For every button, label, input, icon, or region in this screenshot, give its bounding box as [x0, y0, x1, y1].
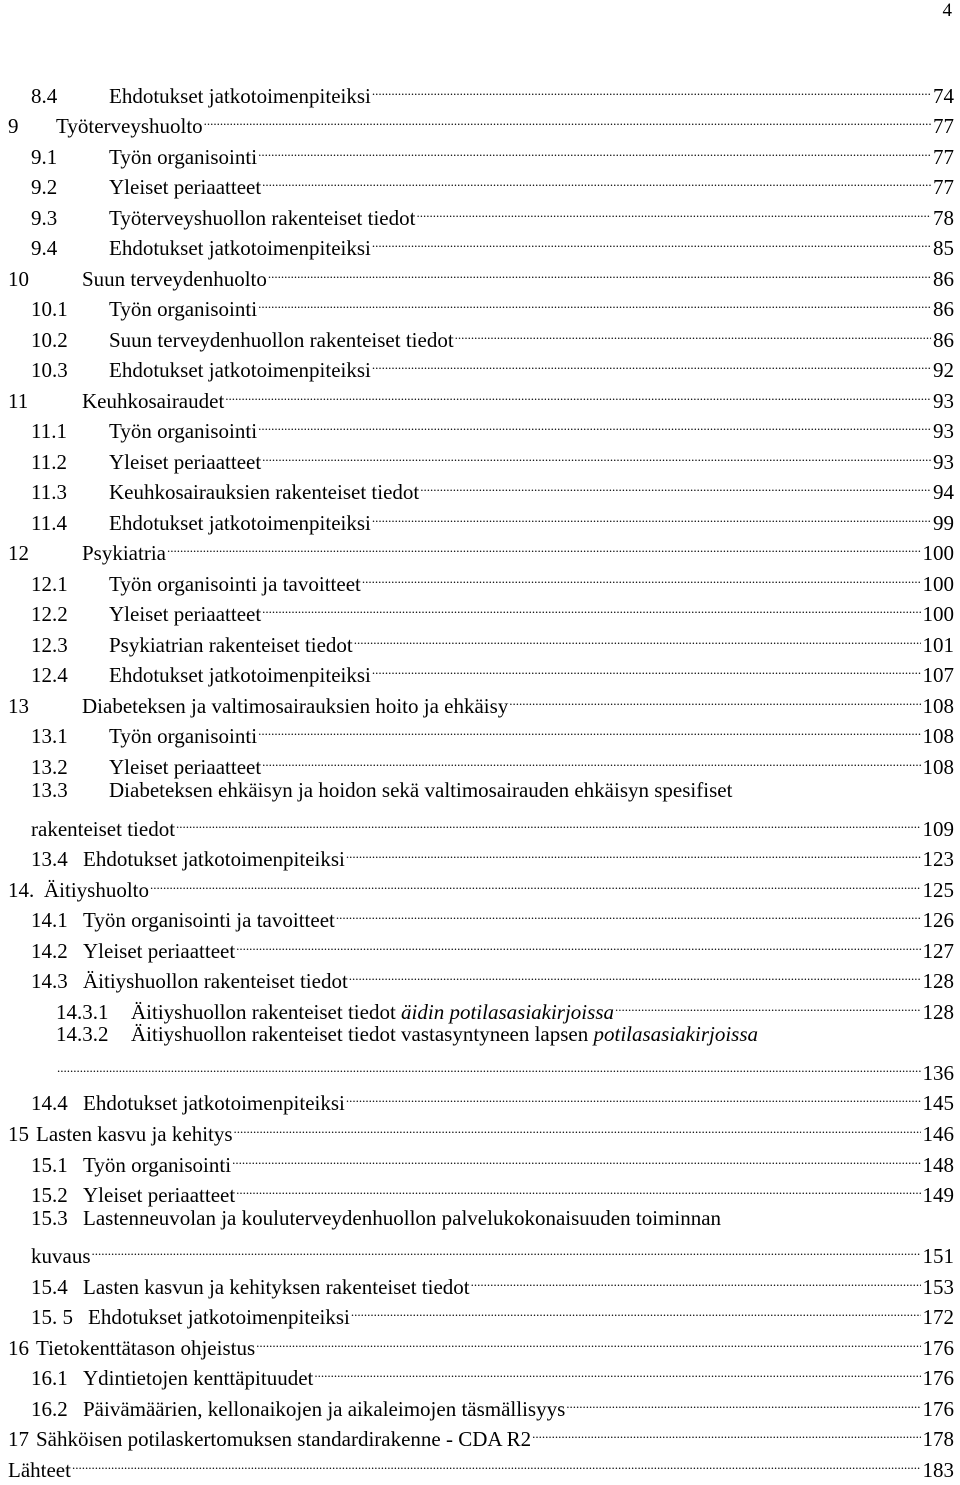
leader-dots [351, 1294, 921, 1324]
toc-entry-page: 149 [922, 1183, 954, 1207]
toc-entry-title: Ehdotukset jatkotoimenpiteiksi [83, 847, 345, 871]
toc-entry-title: Ehdotukset jatkotoimenpiteiksi [109, 663, 371, 687]
leader-dots [262, 591, 920, 621]
toc-entry-page: 86 [933, 328, 954, 352]
toc-entry-number: 15.1 [31, 1153, 68, 1177]
leader-dots [225, 378, 931, 408]
toc-entry-title: Työn organisointi [109, 724, 258, 748]
toc-entry-number: 17 [8, 1427, 29, 1451]
toc-entry-title: Psykiatria [82, 541, 166, 565]
page-number: 4 [942, 0, 952, 21]
toc-entry-page: 77 [933, 114, 954, 138]
toc-entry-title: Psykiatrian rakenteiset tiedot [109, 633, 353, 657]
toc-entry-page: 93 [933, 419, 954, 443]
toc-entry-number: 14.1 [31, 908, 68, 932]
toc-entry-title-italic: potilasasiakirjoissa [593, 1022, 759, 1046]
toc-entry[interactable] [56, 989, 954, 1024]
toc-entry-page: 153 [922, 1275, 954, 1299]
leader-dots [57, 1050, 921, 1080]
toc-entry-title: Lasten kasvu ja kehitys [36, 1122, 233, 1146]
toc-entry[interactable] [8, 1111, 954, 1146]
toc-entry-title: Ehdotukset jatkotoimenpiteiksi [109, 236, 371, 260]
toc-entry-title: Äitiyshuollon rakenteiset tiedot [83, 969, 348, 993]
toc-entry[interactable] [31, 1142, 954, 1177]
toc-entry[interactable] [31, 286, 954, 321]
toc-entry-number: 12.1 [31, 572, 68, 596]
toc-entry-page: 123 [922, 847, 954, 871]
toc-entry[interactable] [31, 897, 954, 932]
toc-entry-title: Ydintietojen kenttäpituudet [83, 1366, 314, 1390]
toc-entry-title: Keuhkosairauksien rakenteiset tiedot [109, 480, 420, 504]
toc-entry-title: Sähköisen potilaskertomuksen standardirakenne - CDA R2 [36, 1427, 532, 1451]
toc-entry-number: 15.2 [31, 1183, 68, 1207]
toc-entry-number: 12.3 [31, 633, 68, 657]
toc-entry-wrapped-line[interactable] [31, 775, 732, 805]
toc-entry-page: 176 [922, 1336, 954, 1360]
toc-entry-number: 9 [8, 114, 19, 138]
toc-entry-page: 77 [933, 145, 954, 169]
toc-entry-wrapped-line[interactable] [56, 1019, 758, 1049]
leader-dots [372, 73, 931, 103]
toc-entry-number: 15. 5 [31, 1305, 73, 1329]
toc-entry-number: 11.1 [31, 419, 67, 443]
leader-dots [262, 164, 931, 194]
toc-entry-number: 9.3 [31, 206, 58, 230]
leader-dots [236, 928, 920, 958]
toc-entry-title: Työn organisointi [83, 1153, 232, 1177]
toc-entry[interactable] [31, 134, 954, 169]
toc-entry-title: Työn organisointi [109, 145, 258, 169]
toc-entry-page: 128 [922, 1000, 954, 1024]
toc-entry-page: 94 [933, 480, 954, 504]
toc-entry-number: 14.2 [31, 939, 68, 963]
toc-entry-page: 86 [933, 297, 954, 321]
toc-entry-title: Päivämäärien, kellonaikojen ja aikaleimojen täsmällisyys [83, 1397, 566, 1421]
leader-dots [234, 1111, 921, 1141]
toc-entry[interactable] [8, 1325, 954, 1360]
toc-entry-title: Työn organisointi [109, 297, 258, 321]
toc-entry-page: 148 [922, 1153, 954, 1177]
leader-dots [268, 256, 931, 286]
toc-entry-title: Yleiset periaatteet [83, 939, 236, 963]
toc-entry-title: Yleiset periaatteet [109, 450, 262, 474]
leader-dots [72, 1447, 921, 1477]
toc-entry-page: 78 [933, 206, 954, 230]
leader-dots [176, 806, 920, 836]
toc-entry-page: 125 [922, 878, 954, 902]
toc-entry-page: 151 [922, 1244, 954, 1268]
toc-entry[interactable] [31, 408, 954, 443]
toc-entry-page: 100 [922, 602, 954, 626]
toc-entry[interactable] [8, 1416, 954, 1451]
toc-entry-number: 14. [8, 878, 35, 902]
toc-entry-title: Diabeteksen ehkäisyn ja hoidon sekä valtimosairauden ehkäisyn spesifiset [109, 778, 733, 802]
toc-entry-title: Lähteet [8, 1458, 71, 1482]
toc-entry-page: 178 [922, 1427, 954, 1451]
toc-entry-title: Ehdotukset jatkotoimenpiteiksi [83, 1091, 345, 1115]
toc-entry-title: Yleiset periaatteet [109, 755, 262, 779]
toc-entry-page: 127 [922, 939, 954, 963]
toc-entry-title: Äitiyshuollon rakenteiset tiedot vastasyntyneen lapsen [131, 1022, 589, 1046]
toc-entry[interactable] [31, 500, 954, 535]
toc-entry-title: Yleiset periaatteet [109, 175, 262, 199]
toc-entry[interactable] [31, 1386, 954, 1421]
toc-entry-page: 101 [922, 633, 954, 657]
toc-entry-page: 108 [922, 755, 954, 779]
toc-entry[interactable] [31, 1355, 954, 1390]
toc-entry-wrapped-line[interactable] [31, 1203, 721, 1233]
toc-entry-title: Yleiset periaatteet [83, 1183, 236, 1207]
toc-entry[interactable] [31, 225, 954, 260]
toc-entry-title: Työterveyshuolto [56, 114, 203, 138]
leader-dots [314, 1355, 920, 1385]
toc-entry-page: 85 [933, 236, 954, 260]
leader-dots [354, 622, 921, 652]
toc-entry-page: 172 [922, 1305, 954, 1329]
toc-entry-page: 108 [922, 694, 954, 718]
leader-dots [471, 1264, 921, 1294]
leader-dots [346, 836, 921, 866]
leader-dots [455, 317, 931, 347]
toc-entry[interactable] [31, 744, 954, 779]
toc-entry-number: 11.2 [31, 450, 67, 474]
leader-dots [150, 867, 920, 897]
toc-entry-number: 10.1 [31, 297, 68, 321]
toc-entry-number: 13.3 [31, 778, 68, 802]
leader-dots [372, 347, 931, 377]
toc-entry-page: 176 [922, 1366, 954, 1390]
toc-entry-page: 93 [933, 389, 954, 413]
toc-entry[interactable] [8, 378, 954, 413]
toc-entry[interactable] [8, 103, 954, 138]
toc-entry[interactable] [31, 164, 954, 199]
leader-dots [509, 683, 920, 713]
toc-entry-number: 10 [8, 267, 29, 291]
toc-entry[interactable] [31, 469, 954, 504]
toc-entry[interactable] [31, 958, 954, 993]
toc-entry-number: 11 [8, 389, 29, 413]
toc-entry[interactable] [8, 867, 954, 902]
toc-entry[interactable] [31, 836, 954, 871]
toc-entry-number: 13.1 [31, 724, 68, 748]
toc-entry-number: 12 [8, 541, 29, 565]
toc-entry-number: 10.3 [31, 358, 68, 382]
toc-entry-number: 9.2 [31, 175, 58, 199]
toc-entry-page: 183 [922, 1458, 954, 1482]
toc-entry-page: 128 [922, 969, 954, 993]
toc-entry-number: 15 [8, 1122, 29, 1146]
toc-entry-number: 13 [8, 694, 29, 718]
toc-entry-title: Yleiset periaatteet [109, 602, 262, 626]
leader-dots [346, 1080, 921, 1110]
toc-entry-number: 15.3 [31, 1206, 68, 1230]
toc-entry-number: 13.2 [31, 755, 68, 779]
leader-dots [258, 408, 931, 438]
leader-dots [372, 500, 931, 530]
toc-entry-page: 108 [922, 724, 954, 748]
leader-dots [372, 652, 921, 682]
leader-dots [566, 1386, 920, 1416]
leader-dots [372, 225, 931, 255]
toc-entry-number: 14.4 [31, 1091, 68, 1115]
leader-dots [262, 744, 920, 774]
toc-entry[interactable] [31, 1264, 954, 1299]
toc-entry-page: 100 [922, 572, 954, 596]
toc-entry[interactable] [31, 622, 954, 657]
toc-entry-title-continued: rakenteiset tiedot [31, 817, 176, 841]
toc-entry-page: 109 [922, 817, 954, 841]
toc-entry-title: Ehdotukset jatkotoimenpiteiksi [109, 511, 371, 535]
toc-entry[interactable] [31, 1233, 954, 1268]
toc-entry[interactable] [31, 347, 954, 382]
toc-entry-number: 16.2 [31, 1397, 68, 1421]
leader-dots [167, 530, 921, 560]
toc-entry-title: Ehdotukset jatkotoimenpiteiksi [109, 358, 371, 382]
toc-entry[interactable] [8, 530, 954, 565]
leader-dots [336, 897, 921, 927]
leader-dots [349, 958, 921, 988]
toc-entry[interactable] [31, 561, 954, 596]
toc-entry-title: Suun terveydenhuollon rakenteiset tiedot [109, 328, 454, 352]
toc-entry-number: 12.2 [31, 602, 68, 626]
toc-entry[interactable] [31, 591, 954, 626]
toc-entry-page: 99 [933, 511, 954, 535]
toc-entry-title-continued: kuvaus [31, 1244, 91, 1268]
toc-entry-number: 8.4 [31, 84, 58, 108]
toc-entry-page: 86 [933, 267, 954, 291]
leader-dots [236, 1172, 920, 1202]
toc-entry-title: Työn organisointi ja tavoitteet [109, 572, 361, 596]
toc-entry[interactable] [56, 1050, 954, 1085]
leader-dots [416, 195, 931, 225]
toc-entry-number: 15.4 [31, 1275, 68, 1299]
toc-entry-title: Lastenneuvolan ja kouluterveydenhuollon palvelukokonaisuuden toiminnan [83, 1206, 722, 1230]
toc-entry[interactable] [31, 1172, 954, 1207]
toc-entry-title: Äitiyshuolto [44, 878, 150, 902]
toc-entry-number: 9.1 [31, 145, 58, 169]
leader-dots [615, 989, 921, 1019]
toc-entry-page: 77 [933, 175, 954, 199]
toc-entry-title-italic: äidin potilasasiakirjoissa [401, 1000, 614, 1024]
toc-entry-title: Työterveyshuollon rakenteiset tiedot [109, 206, 416, 230]
toc-entry-page: 146 [922, 1122, 954, 1146]
toc-entry-number: 11.4 [31, 511, 67, 535]
toc-entry-title: Diabeteksen ja valtimosairauksien hoito ja ehkäisy [82, 694, 509, 718]
toc-entry[interactable] [31, 806, 954, 841]
leader-dots [262, 439, 931, 469]
toc-entry-page: 126 [922, 908, 954, 932]
toc-entry-page: 74 [933, 84, 954, 108]
leader-dots [362, 561, 921, 591]
toc-entry-number: 9.4 [31, 236, 58, 260]
toc-entry[interactable] [31, 1294, 954, 1329]
toc-entry-page: 176 [922, 1397, 954, 1421]
leader-dots [258, 134, 931, 164]
toc-entry[interactable] [8, 256, 954, 291]
toc-entry-title-text: Äitiyshuollon rakenteiset tiedot [131, 1000, 396, 1024]
toc-entry[interactable] [31, 928, 954, 963]
toc-entry[interactable] [31, 652, 954, 687]
leader-dots [92, 1233, 921, 1263]
leader-dots [258, 713, 920, 743]
toc-entry-page: 93 [933, 450, 954, 474]
toc-entry[interactable] [31, 195, 954, 230]
toc-entry-title: Työn organisointi ja tavoitteet [83, 908, 335, 932]
toc-entry[interactable] [31, 713, 954, 748]
toc-entry-page: 107 [922, 663, 954, 687]
leader-dots [256, 1325, 920, 1355]
leader-dots [204, 103, 931, 133]
leader-dots [420, 469, 931, 499]
toc-entry-title: Tietokenttätason ohjeistus [36, 1336, 256, 1360]
toc-entry-title: Suun terveydenhuolto [82, 267, 267, 291]
toc-entry[interactable] [8, 1447, 954, 1482]
toc-entry-number: 16 [8, 1336, 29, 1360]
toc-entry[interactable] [31, 73, 954, 108]
leader-dots [232, 1142, 920, 1172]
toc-entry-page: 100 [922, 541, 954, 565]
toc-entry-number: 13.4 [31, 847, 68, 871]
toc-entry[interactable] [31, 317, 954, 352]
toc-entry-title: Ehdotukset jatkotoimenpiteiksi [88, 1305, 350, 1329]
toc-entry-number: 12.4 [31, 663, 68, 687]
toc-entry-title: Ehdotukset jatkotoimenpiteiksi [109, 84, 371, 108]
toc-entry-number: 14.3.2 [56, 1022, 109, 1046]
leader-dots [532, 1416, 920, 1446]
toc-entry-page: 92 [933, 358, 954, 382]
toc-entry-page: 145 [922, 1091, 954, 1115]
toc-entry-number: 14.3.1 [56, 1000, 109, 1024]
toc-entry-title: Keuhkosairaudet [82, 389, 225, 413]
toc-entry-title: Työn organisointi [109, 419, 258, 443]
toc-entry-number: 16.1 [31, 1366, 68, 1390]
toc-entry[interactable] [31, 1080, 954, 1115]
leader-dots [258, 286, 931, 316]
toc-entry-page: 136 [922, 1061, 954, 1085]
toc-entry-number: 14.3 [31, 969, 68, 993]
toc-entry[interactable] [31, 439, 954, 474]
toc-entry-title: Lasten kasvun ja kehityksen rakenteiset tiedot [83, 1275, 470, 1299]
toc-entry-number: 10.2 [31, 328, 68, 352]
toc-entry-number: 11.3 [31, 480, 67, 504]
toc-entry[interactable] [8, 683, 954, 718]
